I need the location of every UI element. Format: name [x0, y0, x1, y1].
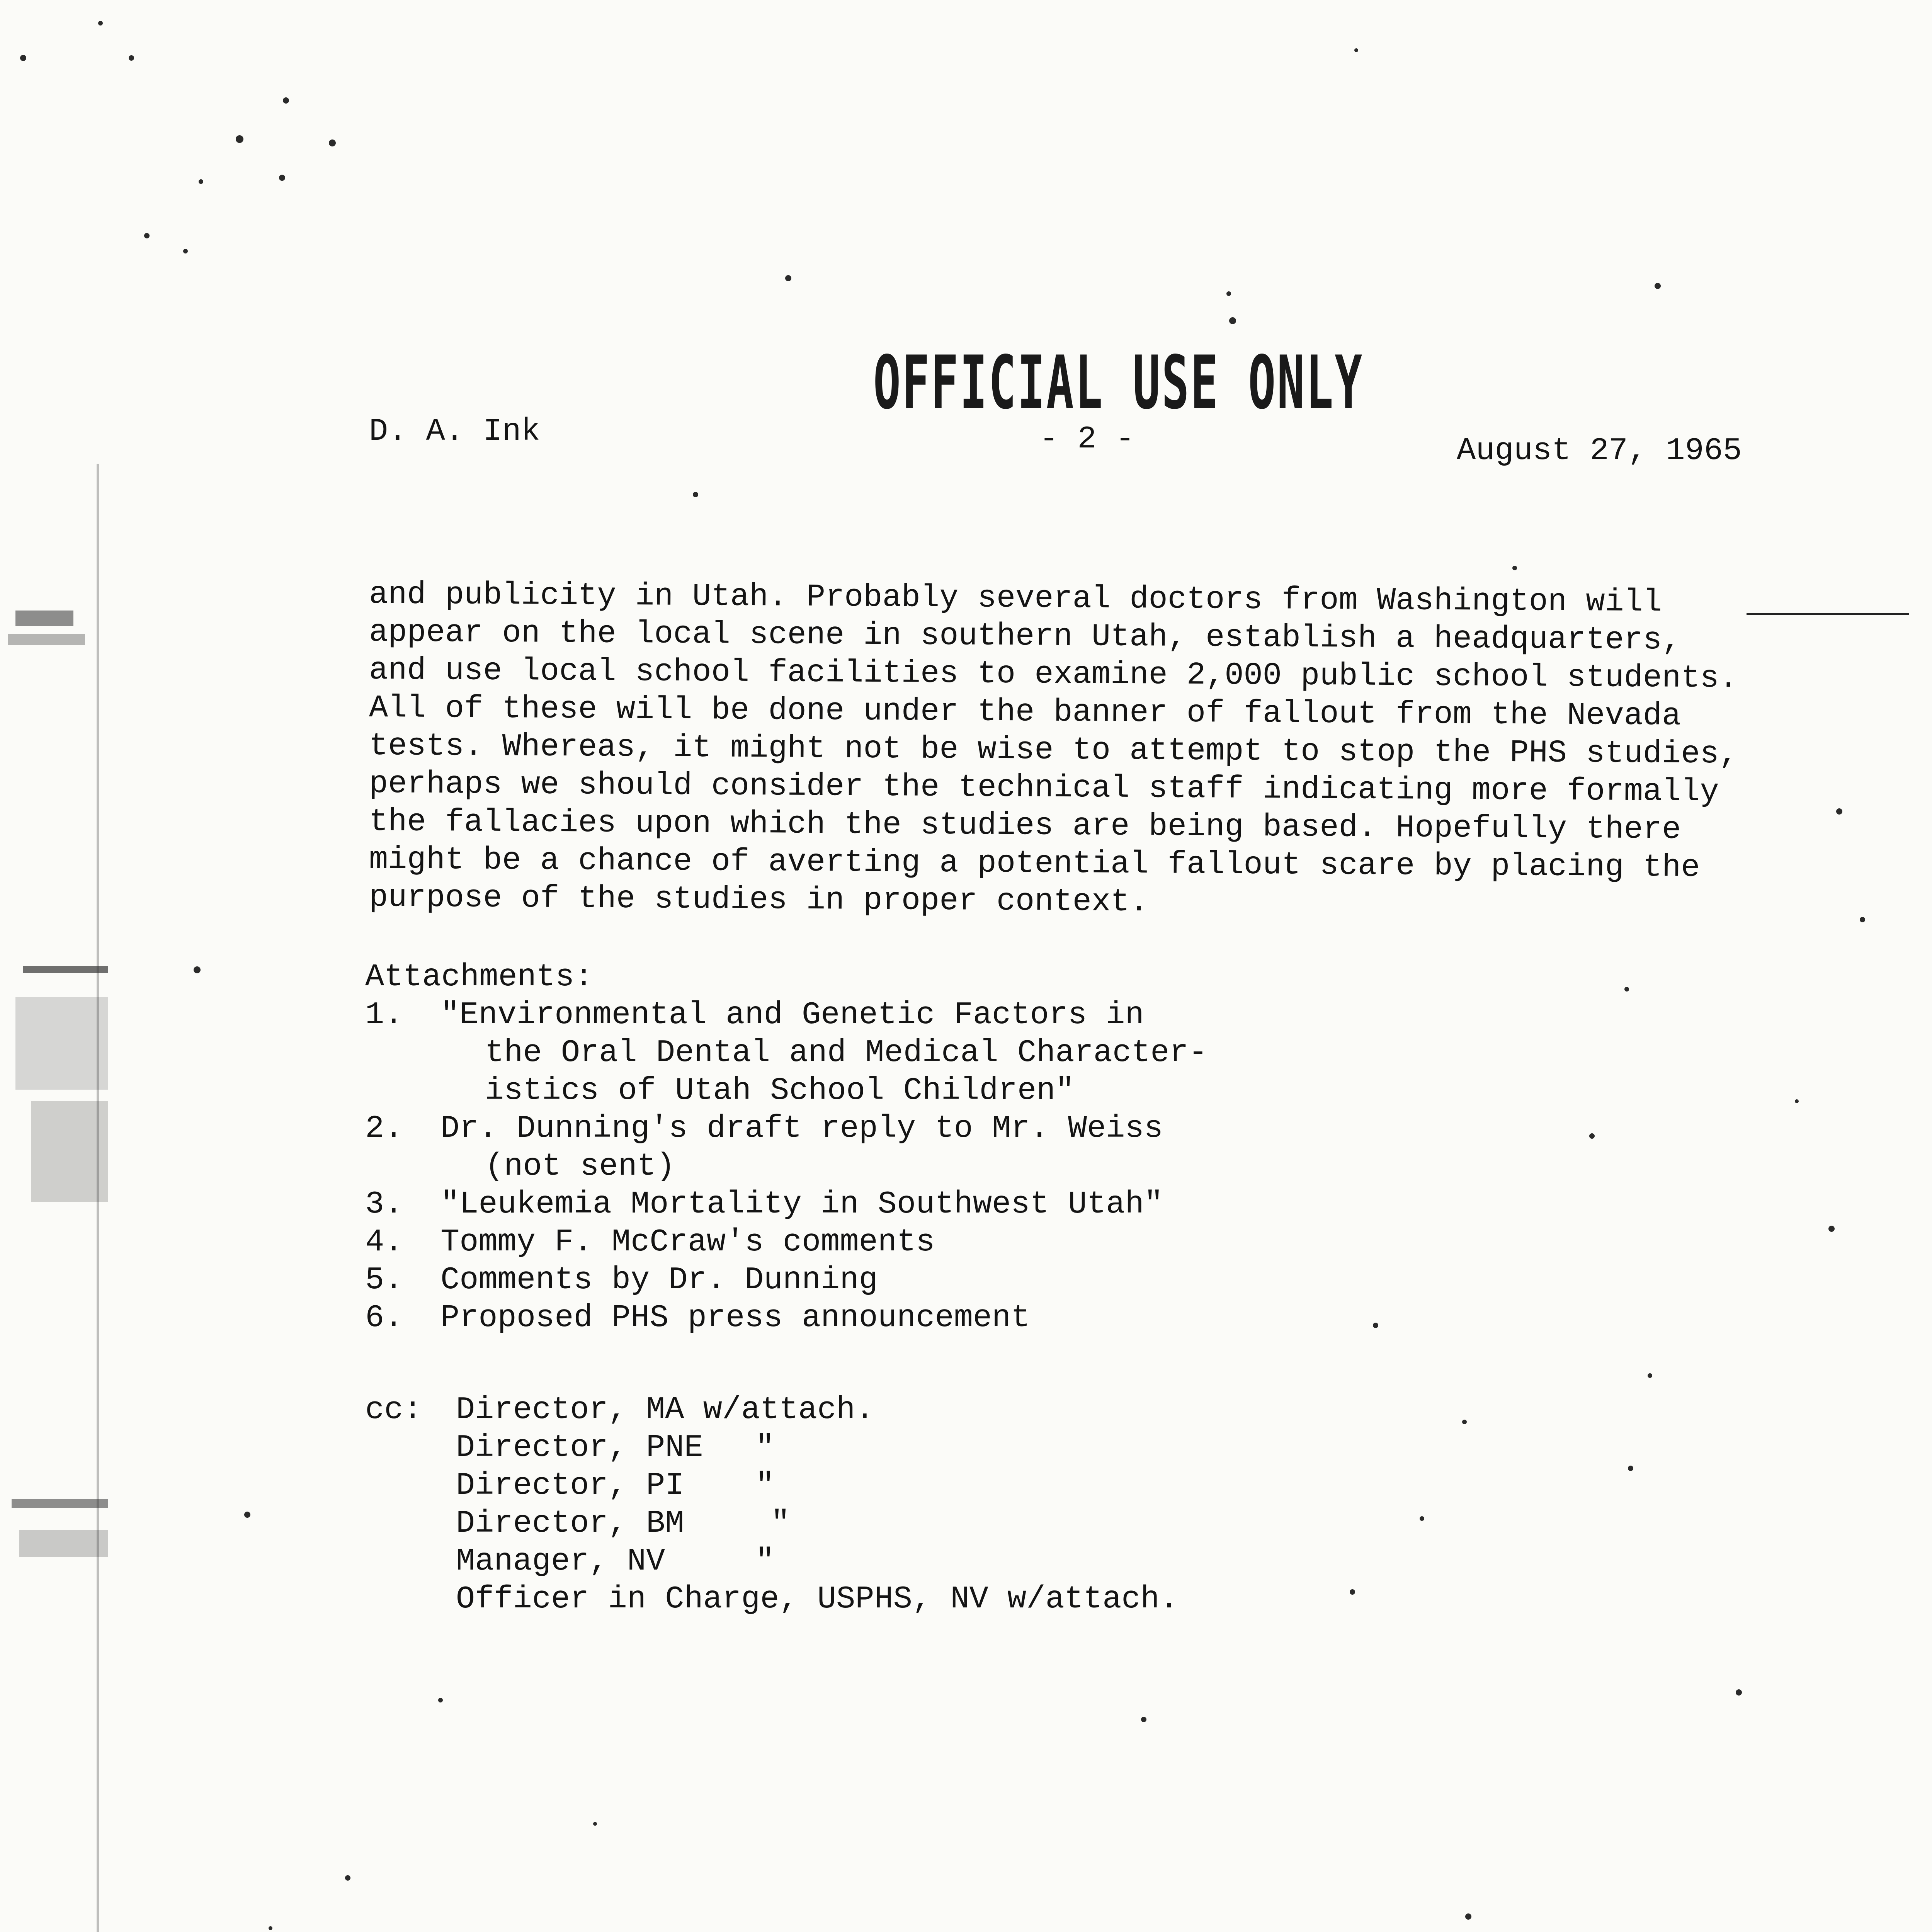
cc-recipient-name: Director, MA w/attach. [456, 1392, 874, 1428]
attachment-item [365, 1185, 1208, 1223]
attachment-number: 1. [365, 997, 403, 1033]
cc-recipient-name: Director, BM [456, 1505, 684, 1541]
cc-recipient [365, 1391, 1179, 1429]
attachment-item [365, 1261, 1208, 1299]
cc-recipient-name: Manager, NV [456, 1543, 665, 1579]
cc-recipient [365, 1543, 1179, 1580]
header-date: August 27, 1965 [1457, 433, 1742, 469]
attachment-item [365, 996, 1208, 1034]
cc-recipient [365, 1580, 1179, 1618]
body-line: tests. Whereas, it might not be wise to attempt to stop the PHS studies, [369, 728, 1738, 772]
header-addressee: D. A. Ink [369, 413, 540, 449]
ditto-mark: " [755, 1430, 775, 1466]
body-line: the fallacies upon which the studies are being based. Hopefully there [369, 804, 1681, 848]
cc-list [365, 1391, 1179, 1618]
attachment-text: Tommy F. McCraw's comments [440, 1224, 935, 1260]
cc-label: cc: [365, 1392, 422, 1428]
attachment-text: "Leukemia Mortality in Southwest Utah" [440, 1186, 1163, 1222]
attachment-item [365, 1299, 1208, 1337]
body-line: and use local school facilities to examine 2,000 public school students. [369, 652, 1738, 697]
body-line: perhaps we should consider the technical staff indicating more formally [369, 766, 1719, 810]
cc-recipient-name: Officer in Charge, USPHS, NV w/attach. [456, 1581, 1179, 1617]
attachment-number: 3. [365, 1186, 403, 1222]
attachment-item [365, 1223, 1208, 1261]
header-page-number: - 2 - [1039, 421, 1135, 457]
attachment-number: 5. [365, 1262, 403, 1298]
body-line: purpose of the studies in proper context. [369, 879, 1149, 920]
attachment-text: Proposed PHS press announcement [440, 1300, 1030, 1336]
ditto-mark: " [771, 1505, 790, 1541]
official-use-only-stamp-top: OFFICIAL USE ONLY [873, 340, 1364, 425]
cc-recipient [365, 1505, 1179, 1543]
attachment-continuation: the Oral Dental and Medical Character- [485, 1035, 1208, 1071]
attachment-text: Dr. Dunning's draft reply to Mr. Weiss [440, 1111, 1163, 1146]
attachment-item [365, 1110, 1208, 1148]
body-line: All of these will be done under the banner of fallout from the Nevada [369, 690, 1681, 734]
attachment-number: 2. [365, 1111, 403, 1146]
cc-recipient-name: Director, PI [456, 1468, 684, 1503]
cc-recipient [365, 1429, 1179, 1467]
attachments-title: Attachments: [365, 959, 594, 995]
body-line: and publicity in Utah. Probably several doctors from Washington will [369, 577, 1662, 621]
attachment-text: Comments by Dr. Dunning [440, 1262, 878, 1298]
cc-recipient-name: Director, PNE [456, 1430, 703, 1466]
attachment-number: 4. [365, 1224, 403, 1260]
body-line: appear on the local scene in southern Utah, establish a headquarters, [369, 614, 1681, 658]
attachment-number: 6. [365, 1300, 403, 1336]
attachment-text: "Environmental and Genetic Factors in [440, 997, 1144, 1033]
attachment-continuation: istics of Utah School Children" [485, 1073, 1075, 1109]
ditto-mark: " [755, 1468, 775, 1503]
attachments-list [365, 958, 1208, 1337]
ditto-mark: " [755, 1543, 775, 1579]
body-line: might be a chance of averting a potential fallout scare by placing the [369, 842, 1700, 886]
cc-recipient [365, 1467, 1179, 1505]
attachment-continuation: (not sent) [485, 1148, 675, 1184]
body-paragraph [369, 576, 1799, 920]
